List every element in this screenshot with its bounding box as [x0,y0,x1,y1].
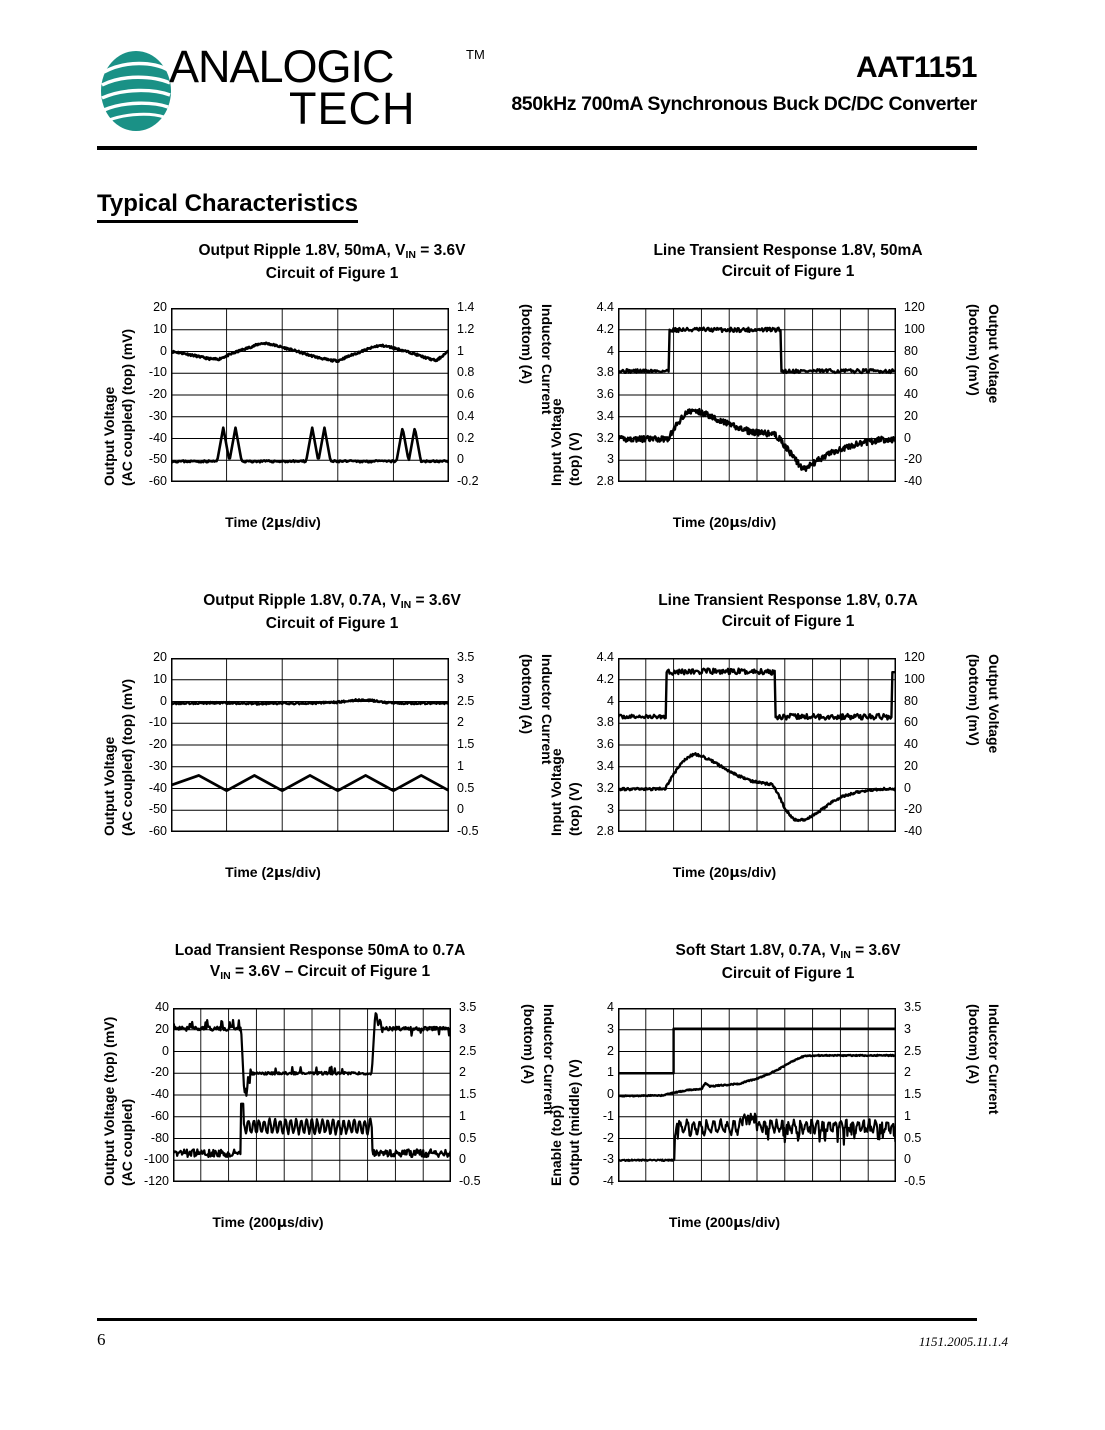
section-title: Typical Characteristics [97,190,358,223]
y-axis-tick-left: 3 [607,802,614,817]
y-axis-tick-left: -30 [148,758,167,773]
y-axis-tick-right: 1.4 [457,300,475,314]
y-axis-tick-right: 120 [904,650,925,664]
y-axis-tick-right: 1 [457,343,464,358]
y-axis-tick-right: 3.5 [904,1000,922,1014]
y-axis-tick-right: 80 [904,693,918,708]
y-axis-label: Inductor Current [539,654,555,765]
chart-title [97,590,567,634]
plot-area [618,658,896,832]
y-axis-tick-left: 2.8 [596,474,614,488]
x-axis-label: Time (2μs/div) [225,514,321,531]
y-axis-tick-right: 0.4 [457,408,475,423]
y-axis-label: Output Voltage [101,736,117,836]
footer-rule [97,1318,977,1321]
y-axis-tick-right: 3.5 [459,1000,477,1014]
analogic-tech-logo-icon [100,50,172,132]
y-axis-tick-left: 4.2 [596,671,614,686]
header-rule [97,146,977,150]
y-axis-label: (bottom) (A) [966,1004,982,1085]
y-axis-label: Inductor Current [986,1004,1002,1115]
y-axis-tick-right: 120 [904,300,925,314]
y-axis-tick-right: 0.2 [457,430,475,445]
y-axis-label: Output Voltage [101,386,117,486]
y-axis-tick-right: 2.5 [457,693,475,708]
y-axis-tick-left: 3.2 [596,430,614,445]
y-axis-tick-right: 0 [904,780,911,795]
y-axis-tick-right: 1 [904,1108,911,1123]
y-axis-tick-right: 1.5 [457,737,475,751]
y-axis-tick-left: 0 [160,343,167,358]
y-axis-tick-left: 20 [155,1021,169,1036]
y-axis-tick-right: 1.2 [457,321,475,336]
y-axis-label: (AC coupled) [119,1098,135,1186]
y-axis-tick-right: 1 [459,1108,466,1123]
y-axis-tick-left: 4.4 [596,650,614,664]
y-axis-tick-left: 4.4 [596,300,614,314]
y-axis-tick-right: -0.5 [904,1174,926,1188]
y-axis-tick-right: 100 [904,321,925,336]
y-axis-tick-right: 3 [457,671,464,686]
y-axis-label: Output Voltage [986,654,1002,754]
y-axis-tick-right: 0 [457,452,464,467]
plot-area [618,308,896,482]
y-axis-tick-right: 1.5 [459,1087,477,1101]
y-axis-tick-right: 0.5 [457,780,475,795]
y-axis-tick-left: -10 [148,715,167,730]
chart-title-line1: Output Ripple 1.8V, 50mA, $V_{IN} = 3.6V$ [198,242,466,261]
part-number: AAT1151 [855,51,977,84]
waveform-trace [171,343,449,362]
y-axis-tick-right: 60 [904,715,918,730]
y-axis-label: (AC coupled) (top) (mV) [119,678,135,836]
y-axis-tick-right: 1 [457,758,464,773]
y-axis-label: Output Voltage [986,304,1002,404]
y-axis-tick-right: 2 [457,715,464,730]
chart-title [97,240,567,284]
chart-title-line1: Soft Start 1.8V, 0.7A, $V_{IN} = 3.6V$ [675,942,901,961]
y-axis-label: Enable (top) [548,1105,564,1186]
x-axis-label: Time (200μs/div) [212,1214,324,1231]
plot-area [171,658,449,832]
y-axis-tick-right: 0.8 [457,365,475,380]
y-axis-tick-left: -40 [148,780,167,795]
chart-line-transient-50ma [548,240,1023,531]
page-header [97,41,977,145]
y-axis-tick-right: 40 [904,737,918,751]
y-axis-label: (top) (V) [566,782,582,836]
y-axis-tick-right: 60 [904,365,918,380]
y-axis-tick-right: 100 [904,671,925,686]
chart-title [553,940,1023,984]
y-axis-tick-left: -60 [150,1108,169,1123]
y-axis-tick-left: 2 [607,1043,614,1058]
y-axis-tick-left: 0 [607,1087,614,1101]
y-axis-tick-right: 3.5 [457,650,475,664]
y-axis-label: (bottom) (A) [519,304,535,385]
chart-title-line1: Load Transient Response 50mA to 0.7A [174,942,466,959]
y-axis-tick-left: 3.4 [596,408,614,423]
x-axis-label: Time (20μs/div) [672,514,777,531]
y-axis-tick-left: -60 [148,824,167,838]
y-axis-tick-left: 3.6 [596,737,614,751]
y-axis-tick-right: -0.5 [459,1174,481,1188]
y-axis-tick-left: 3.6 [596,387,614,401]
y-axis-tick-left: 40 [155,1000,169,1014]
y-axis-tick-right: 0 [457,802,464,817]
logo-line-tech: TECH [289,83,416,134]
chart-load-transient [85,940,555,1230]
y-axis-tick-left: 0 [162,1043,169,1058]
y-axis-tick-right: 2.5 [459,1043,477,1058]
y-axis-tick-left: -100 [143,1152,169,1167]
y-axis-tick-right: 20 [904,408,918,423]
y-axis-tick-left: 10 [153,321,167,336]
chart-title-line1: Line Transient Response 1.8V, 0.7A [658,592,918,609]
chart-title-line2: Circuit of Figure 1 [265,265,399,282]
y-axis-tick-left: -120 [143,1174,169,1188]
chart-soft-start [548,940,1023,1231]
y-axis-label: (AC coupled) (top) (mV) [119,328,135,486]
y-axis-label: (bottom) (mV) [966,304,982,396]
chart-title-line1: Output Ripple 1.8V, 0.7A, $V_{IN} = 3.6V$ [203,592,461,611]
chart-title [553,590,1023,632]
y-axis-tick-right: 2 [904,1065,911,1080]
logo-trademark-icon: TM [466,47,485,62]
y-axis-tick-left: 3.8 [596,365,614,380]
y-axis-tick-left: 4 [607,693,614,708]
y-axis-tick-right: 2 [459,1065,466,1080]
y-axis-tick-left: -20 [150,1065,169,1080]
y-axis-tick-left: 20 [153,650,167,664]
y-axis-tick-left: -80 [150,1130,169,1145]
logo-line-analogic: ANALOGIC [169,41,394,92]
y-axis-tick-left: -3 [602,1152,614,1167]
y-axis-tick-right: -40 [904,824,923,838]
y-axis-tick-left: 2.8 [596,824,614,838]
y-axis-label: (top) (V) [566,432,582,486]
y-axis-tick-right: 3 [459,1021,466,1036]
y-axis-label: (bottom) (A) [521,1004,537,1085]
y-axis-tick-right: -20 [904,452,923,467]
part-subtitle: 850kHz 700mA Synchronous Buck DC/DC Converter [511,93,977,115]
x-axis-label: Time (200μs/div) [668,1214,781,1231]
y-axis-tick-left: -20 [148,387,167,401]
y-axis-tick-right: 3 [904,1021,911,1036]
chart-title-line2: Circuit of Figure 1 [721,965,855,982]
chart-output-ripple-50ma [97,240,567,530]
y-axis-tick-right: 0 [904,1152,911,1167]
y-axis-tick-left: 4.2 [596,321,614,336]
y-axis-tick-left: -40 [150,1087,169,1101]
y-axis-tick-right: 1.5 [904,1087,922,1101]
chart-line-transient-07a [548,590,1023,881]
y-axis-tick-left: 3 [607,1021,614,1036]
y-axis-label: Input Voltage [548,748,564,836]
logo-wordmark [169,43,509,139]
y-axis-label: (bottom) (A) [519,654,535,735]
y-axis-tick-left: -10 [148,365,167,380]
y-axis-tick-right: 20 [904,758,918,773]
chart-title [85,940,555,984]
y-axis-tick-right: 2.5 [904,1043,922,1058]
y-axis-tick-left: 10 [153,671,167,686]
y-axis-tick-right: 40 [904,387,918,401]
plot-area [171,308,449,482]
chart-title-line2: $V_{IN} = 3.6V$ – Circuit of Figure 1 [209,963,431,982]
y-axis-label: Inductor Current [539,304,555,415]
y-axis-tick-left: -60 [148,474,167,488]
y-axis-label: Inductor Current [541,1004,557,1115]
y-axis-tick-left: 3 [607,452,614,467]
plot-area [618,1008,896,1182]
y-axis-tick-right: -20 [904,802,923,817]
chart-title [553,240,1023,282]
y-axis-tick-left: -50 [148,802,167,817]
y-axis-tick-right: 80 [904,343,918,358]
y-axis-tick-right: 0.6 [457,387,475,401]
y-axis-tick-right: 0.5 [459,1130,477,1145]
document-id: 1151.2005.11.1.4 [918,1334,1008,1349]
waveform-trace [171,699,449,704]
waveform-trace [171,428,448,463]
chart-title-line2: Circuit of Figure 1 [265,615,399,632]
y-axis-tick-left: -40 [148,430,167,445]
y-axis-tick-left: -2 [602,1130,614,1145]
y-axis-tick-left: -4 [602,1174,614,1188]
y-axis-tick-right: -0.2 [457,474,479,488]
y-axis-tick-right: 0.5 [904,1130,922,1145]
y-axis-tick-left: 20 [153,300,167,314]
x-axis-label: Time (2μs/div) [225,864,321,881]
chart-title-line1: Line Transient Response 1.8V, 50mA [653,242,923,259]
y-axis-tick-left: 4 [607,343,614,358]
chart-title-line2: Circuit of Figure 1 [721,263,855,280]
y-axis-tick-left: -30 [148,408,167,423]
y-axis-label: Output (middle) (V) [566,1059,582,1186]
y-axis-tick-right: 0 [459,1152,466,1167]
y-axis-tick-left: 0 [160,693,167,708]
y-axis-tick-left: -1 [602,1108,614,1123]
chart-output-ripple-07a [97,590,567,880]
y-axis-tick-left: -20 [148,737,167,751]
chart-title-line2: Circuit of Figure 1 [721,613,855,630]
y-axis-tick-left: -50 [148,452,167,467]
y-axis-label: Input Voltage [548,398,564,486]
y-axis-tick-right: -40 [904,474,923,488]
y-axis-tick-left: 1 [607,1065,614,1080]
y-axis-tick-right: -0.5 [457,824,479,838]
y-axis-label: Output Voltage (top) (mV) [101,1016,117,1186]
y-axis-tick-left: 3.8 [596,715,614,730]
y-axis-tick-left: 3.2 [596,780,614,795]
page-number: 6 [97,1330,106,1349]
x-axis-label: Time (20μs/div) [672,864,777,881]
plot-area [173,1008,451,1182]
y-axis-tick-left: 3.4 [596,758,614,773]
y-axis-tick-right: 0 [904,430,911,445]
y-axis-label: (bottom) (mV) [966,654,982,746]
y-axis-tick-left: 4 [607,1000,614,1014]
